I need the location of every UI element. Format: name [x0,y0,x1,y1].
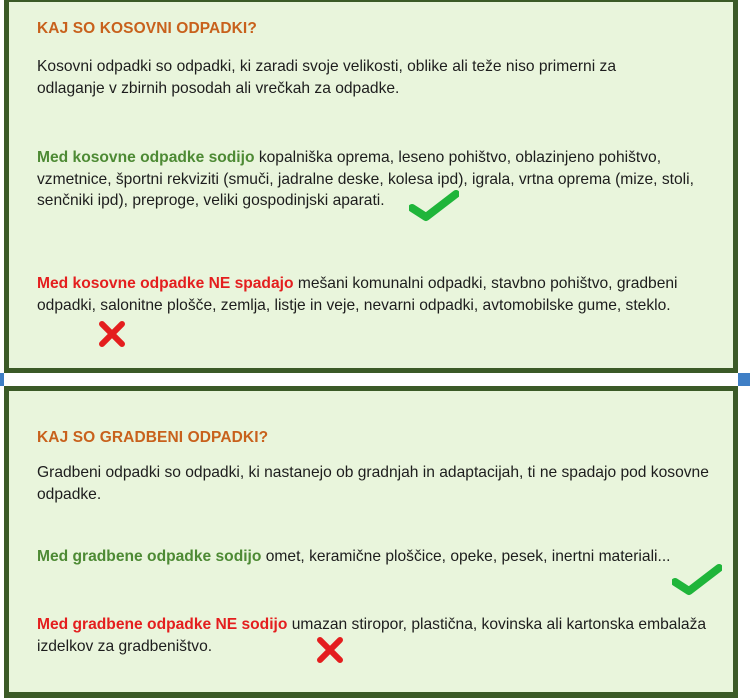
definition-text: Gradbeni odpadki so odpadki, ki nastanejo ob gradnjah in adaptacijah, ti ne spadajo pod kosovne odpadke. [37,464,709,503]
check-icon [672,564,722,596]
included-lead: Med gradbene odpadke sodijo [37,548,262,565]
section-heading: KAJ SO KOSOVNI ODPADKI? [37,20,257,37]
excluded-lead: Med gradbene odpadke NE sodijo [37,616,288,633]
cross-icon [315,636,345,664]
definition-text: Kosovni odpadki so odpadki, ki zaradi svoje velikosti, oblike ali teže niso primerni za odlaganje v zbirnih posodah ali vrečkah za odpadke. [37,58,616,97]
excluded-list: umazan stiropor, plastična, kovinska ali kartonska embalaža izdelkov za gradbeništvo. [37,616,707,655]
included-list: omet, keramične ploščice, opeke, pesek, inertni materiali... [261,548,671,565]
excluded-paragraph [37,614,727,657]
included-paragraph [37,147,727,212]
included-paragraph [37,546,727,568]
included-list: kopalniška oprema, leseno pohištvo, oblazinjeno pohištvo, vzmetnice, športni rekviziti (smuči, jadralne deske, kolesa ipd), igrala, vrtna oprema (mize, stoli, senčniki ipd), preproge, veliki gospodinjski aparati. [37,149,694,209]
check-icon [409,190,459,222]
excluded-paragraph [37,273,727,316]
gradbeni-odpadki-box [4,386,738,698]
included-lead: Med kosovne odpadke sodijo [37,149,255,166]
kosovni-odpadki-box [4,0,738,373]
cross-icon [97,320,127,348]
excluded-lead: Med kosovne odpadke NE spadajo [37,275,294,292]
section-heading: KAJ SO GRADBENI ODPADKI? [37,429,269,446]
separator-gap [4,373,738,386]
excluded-list: mešani komunalni odpadki, stavbno pohištvo, gradbeni odpadki, salonitne plošče, zemlja, listje in veje, nevarni odpadki, avtomobilske gume, steklo. [37,275,678,314]
